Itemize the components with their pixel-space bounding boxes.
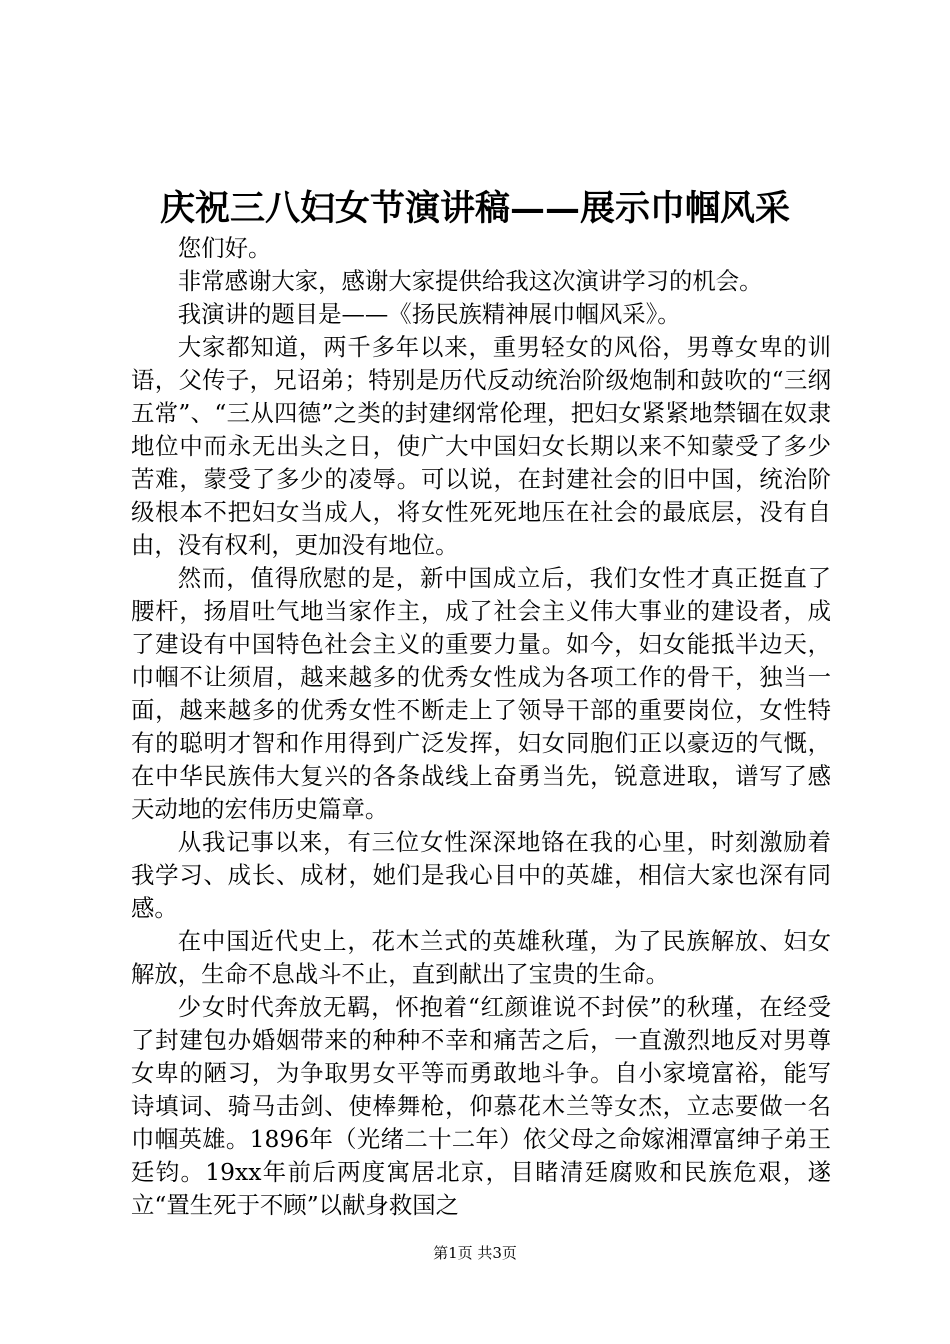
paragraph-qiujin-intro: 在中国近代史上，花木兰式的英雄秋瑾，为了民族解放、妇女解放，生命不息战斗不止，直到献出了宝贵的生命。 (131, 927, 831, 988)
document-body (131, 232, 831, 1222)
paragraph-history: 大家都知道，两千多年以来，重男轻女的风俗，男尊女卑的训语，父传子，兄诏弟；特别是历代反动统治阶级炮制和鼓吹的“三纲五常”、“三从四德”之类的封建纲常伦理，把妇女紧紧地禁锢在奴隶地位中而永无出头之日，使广大中国妇女长期以来不知蒙受了多少苦难，蒙受了多少的凌辱。可以说，在封建社会的旧中国，统治阶级根本不把妇女当成人，将女性死死地压在社会的最底层，没有自由，没有权利，更加没有地位。 (131, 333, 831, 559)
document-title: 庆祝三八妇女节演讲稿——展示巾帼风采 (159, 188, 790, 229)
paragraph-thanks: 非常感谢大家，感谢大家提供给我这次演讲学习的机会。 (177, 267, 763, 295)
paragraph-greeting: 您们好。 (177, 234, 272, 262)
paragraph-three-women: 从我记事以来，有三位女性深深地铬在我的心里，时刻激励着我学习、成长、成材，她们是我心目中的英雄，相信大家也深有同感。 (131, 828, 831, 922)
paragraph-qiujin-life: 少女时代奔放无羁，怀抱着“红颜谁说不封侯”的秋瑾，在经受了封建包办婚姻带来的种种不幸和痛苦之后，一直激烈地反对男尊女卑的陋习，为争取男女平等而勇敢地斗争。自小家境富裕，能写诗填词、骑马击剑、使棒舞枪，仰慕花木兰等女杰，立志要做一名巾帼英雄。1896年（光绪二十二年）依父母之命嫁湘潭富绅子弟王廷钧。19xx年前后两度寓居北京，目睹清廷腐败和民族危艰，遂立“置生死于不顾”以献身救国之 (131, 993, 831, 1219)
paragraph-new-china: 然而，值得欣慰的是，新中国成立后，我们女性才真正挺直了腰杆，扬眉吐气地当家作主，成了社会主义伟大事业的建设者，成了建设有中国特色社会主义的重要力量。如今，妇女能抵半边天，巾帼不让须眉，越来越多的优秀女性成为各项工作的骨干，独当一面，越来越多的优秀女性不断走上了领导干部的重要岗位，女性特有的聪明才智和作用得到广泛发挥，妇女同胞们正以豪迈的气慨，在中华民族伟大复兴的各条战线上奋勇当先，锐意进取，谱写了感天动地的宏伟历史篇章。 (131, 564, 831, 823)
page-footer: 第1页 共3页 (433, 1244, 517, 1262)
paragraph-topic: 我演讲的题目是——《扬民族精神展巾帼风采》。 (177, 300, 681, 328)
